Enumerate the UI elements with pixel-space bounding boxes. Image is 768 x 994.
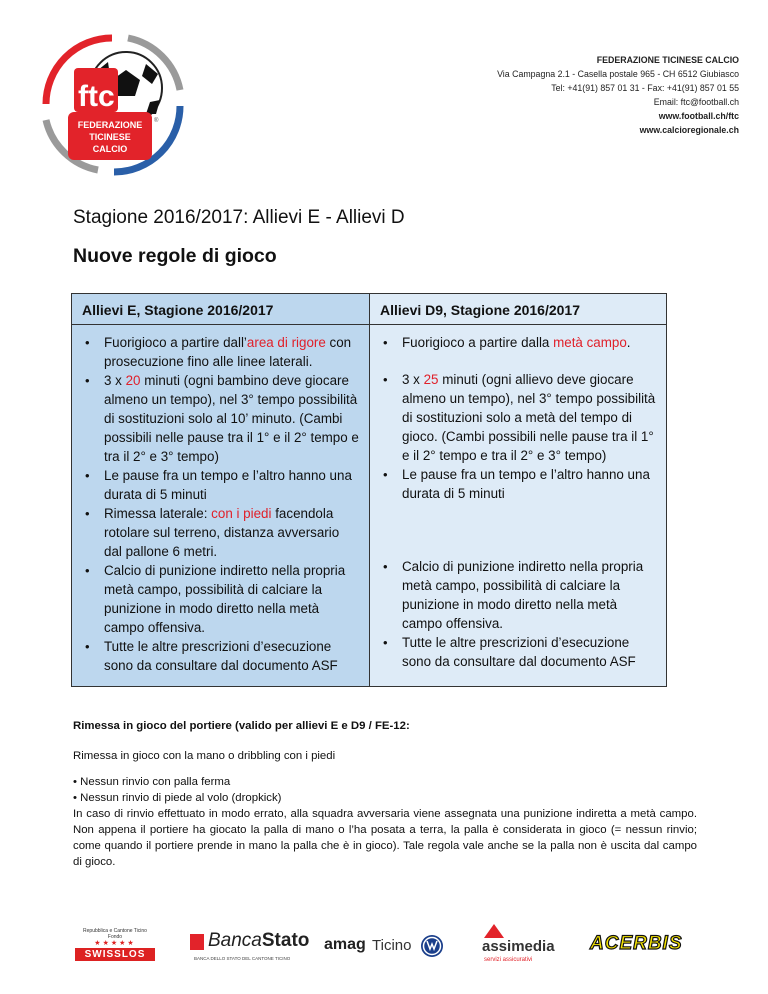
sponsor-acerbis-logo: ACERBIS [590, 933, 683, 954]
rule-list-d9-offside [370, 333, 666, 352]
goalkeeper-rule-line: • Nessun rinvio con palla ferma [73, 776, 231, 788]
goalkeeper-rule-line: • Nessun rinvio di piede al volo (dropkick) [73, 792, 282, 804]
sponsor-bar [0, 914, 768, 974]
rule-item: • Calcio di punizione indiretto nella propria metà campo, possibilità di calciare la punizione in modo diretto nella metà campo offensiva. [72, 561, 369, 637]
rule-item: • Le pause fra un tempo e l’altro hanno una durata di 5 minuti [370, 465, 666, 503]
rule-item: • Rimessa laterale: con i piedi facendola rotolare sul terreno, distanza avversario dal pallone 6 metri. [72, 504, 369, 561]
column-header-allievi-d9: Allievi D9, Stagione 2016/2017 [370, 294, 666, 325]
sponsor-assimedia-logo: assimedia servizi assicurativi [478, 924, 574, 968]
rule-list-allievi-e [72, 333, 369, 675]
rule-item: • Le pause fra un tempo e l’altro hanno una durata di 5 minuti [72, 466, 369, 504]
season-title: Stagione 2016/2017: Allievi E - Allievi D [73, 207, 405, 228]
sponsor-bancastato-logo: BancaStato BANCA DELLO STATO DEL CANTONE TICINO [190, 930, 306, 968]
rules-title: Nuove regole di gioco [73, 245, 277, 267]
rule-item: • Fuorigioco a partire dalla metà campo. [370, 333, 666, 352]
sponsor-swisslos-logo: Repubblica e Cantone Ticino Fondo ★★★★★ SWISSLOS [75, 928, 155, 968]
org-website-link[interactable]: www.football.ch/ftc [658, 111, 739, 121]
rule-list-d9-time [370, 370, 666, 503]
org-website-link-2[interactable]: www.calcioregionale.ch [639, 125, 739, 135]
column-allievi-d9 [370, 294, 666, 686]
goalkeeper-section-body [73, 774, 697, 870]
goalkeeper-section-subtitle: Rimessa in gioco con la mano o dribbling con i piedi [73, 750, 336, 762]
logo-letters: ftc [78, 80, 115, 113]
org-name: FEDERAZIONE TICINESE CALCIO [596, 55, 739, 65]
org-phone: Tel: +41(91) 857 01 31 - Fax: +41(91) 857 01 55 [551, 83, 739, 93]
logo-text-line-1: FEDERAZIONE [77, 120, 143, 130]
sponsor-amag-logo: amag Ticino [324, 934, 446, 964]
org-email[interactable]: Email: ftc@football.ch [653, 97, 739, 107]
goalkeeper-rule-paragraph: In caso di rinvio effettuato in modo errato, alla squadra avversaria viene assegnata una punizione indiretta a metà campo. Non appena il portiere ha giocato la palla di mano o l’ha posata a terra, la palla è considerata in gioco (= nessun rinvio; come quando il portiere prende in mano la palla che è in gioco). Tale regola vale anche se la palla non è uscita dal campo di gioco. [73, 808, 697, 868]
goalkeeper-section-title: Rimessa in gioco del portiere (valido per allievi E e D9 / FE-12: [73, 720, 410, 732]
rule-item: • Tutte le altre prescrizioni d’esecuzione sono da consultare dal documento ASF [72, 637, 369, 675]
rules-table [71, 293, 667, 687]
rule-item: • 3 x 20 minuti (ogni bambino deve giocare almeno un tempo), nel 3° tempo possibilità di sostituzioni solo al 10’ minuto. (Cambi possibili nelle pause tra il 1° e il 2° tempo e tra il 2° e 3° tempo) [72, 371, 369, 466]
logo-text-line-3: CALCIO [92, 144, 128, 154]
rule-item: • Fuorigioco a partire dall’area di rigore con prosecuzione fino alle linee laterali. [72, 333, 369, 371]
org-address: Via Campagna 2.1 - Casella postale 965 - CH 6512 Giubiasco [497, 69, 739, 79]
logo-text-line-2: TICINESE [89, 132, 131, 142]
logo-registered-mark: ® [154, 118, 159, 124]
rule-item: • Calcio di punizione indiretto nella propria metà campo, possibilità di calciare la punizione in modo diretto nella metà campo offensiva. [370, 557, 666, 633]
column-header-allievi-e: Allievi E, Stagione 2016/2017 [72, 294, 369, 325]
ftc-logo [38, 30, 188, 180]
vw-badge-icon [420, 934, 444, 958]
rule-list-d9-other [370, 557, 666, 671]
rule-item: • Tutte le altre prescrizioni d’esecuzione sono da consultare dal documento ASF [370, 633, 666, 671]
org-contact-block [497, 53, 739, 137]
rule-item: • 3 x 25 minuti (ogni allievo deve giocare almeno un tempo), nel 3° tempo possibilità di sostituzioni solo a metà del tempo di gioco. (Cambi possibili nelle pause tra il 1° e il 2° tempo e tra il 2° e 3° tempo) [370, 370, 666, 465]
column-allievi-e [72, 294, 370, 686]
